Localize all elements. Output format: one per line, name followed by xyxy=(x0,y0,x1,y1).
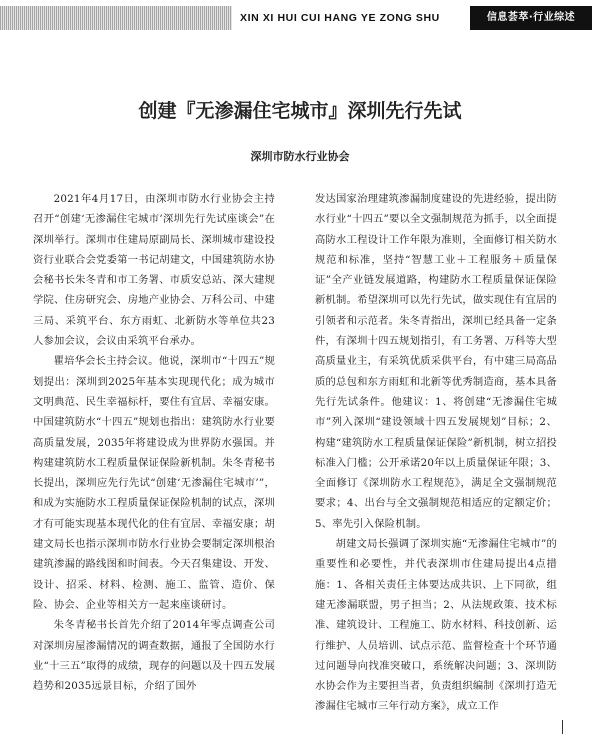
page-header xyxy=(0,6,600,30)
article-title: 创建『无渗漏住宅城市』深圳先行先试 xyxy=(138,100,462,122)
article-author: 深圳市防水行业协会 xyxy=(250,150,350,163)
header-pinyin-title: XIN XI HUI CUI HANG YE ZONG SHU xyxy=(240,12,440,24)
paragraph: 胡建文局长强调了深圳实施“无渗漏住宅城市”的重要性和必要性，并代表深圳市住建局提出4点措施：1、各相关责任主体要达成共识、上下同欲，组建无渗漏联盟，男子担当；2、从法规政策、技术标准、建筑设计、工程施工、防水材料、科技创新、运行维护、人员培训、试点示范、监督检查十个环节通过问题导向找准突破口，系统解决问题；3、深圳防水协会作为主要担当者，负责组织编制《深圳打造无渗漏住宅城市三年行动方案》，成立工作 xyxy=(315,538,557,713)
left-column xyxy=(33,189,275,727)
paragraph: 发达国家治理建筑渗漏制度建设的先进经验，提出防水行业“十四五”要以全文强制规范为抓手，以全面提高防水工程设计工作年限为准则，全面修订相关防水规范和标准，坚持“智慧工业＋工程服务＋质量保证”全产业链发展道路，构建防水工程质量保证保险新机制。希望深圳可以先行先试，做实现住有宜居的引领者和示范者。朱冬青指出，深圳已经具备一定条件，有深圳十四五规划指引，有工务署、万科等大型高质量业主，有采筑优质采供平台，有中建三局高品质的总包和东方雨虹和北新等优秀制造商，基本具备先行先试条件。他建议：1、将创建“无渗漏住宅城市”列入深圳“建设领域十四五发展规划”目标；2、构建“建筑防水工程质量保证保险”新机制，树立招投标准入门槛；公开承诺20年以上质量保证年限；3、全面修订《深圳防水工程规范》，满足全文强制规范要求；4、出台与全文强制规范相适应的定额定价；5、率先引入保险机制。 xyxy=(315,193,557,530)
paragraph: 瞿培华会长主持会议。他说，深圳市“十四五”规划提出：深圳到2025年基本实现现代化；成为城市文明典范、民生幸福标杆，要住有宜居、幸福安康。中国建筑防水“十四五”规划也指出：建筑防水行业要高质量发展，2035年将建设成为世界防水强国。并构建建筑防水工程质量保证保险新机制。朱冬青秘书长提出，深圳应先行先试“创建‘无渗漏住宅城市’”，和成为实施防水工程质量保证保险机制的试点，深圳才有可能实现基本现代化的住有宜居、幸福安康；胡建文局长也指示深圳市防水行业协会要制定深圳根治建筑渗漏的路线图和时间表。今天召集建设、开发、设计、招采、材料、检测、施工、监管、造价、保险、协会、企业等相关方一起来座谈研讨。 xyxy=(33,355,275,611)
header-decorative-pattern xyxy=(0,6,232,30)
header-section-label: 信息荟萃·行业综述 xyxy=(470,6,592,30)
right-column xyxy=(315,189,557,727)
paragraph: 朱冬青秘书长首先介绍了2014年零点调查公司对深圳房屋渗漏情况的调查数据，通报了全国防水行业“十三五”取得的成绩，现存的问题以及十四五发展趋势和2035远景目标，介绍了国外 xyxy=(33,619,275,693)
page-edge-mark xyxy=(562,720,563,734)
paragraph: 2021年4月17日，由深圳市防水行业协会主持召开“创建‘无渗漏住宅城市’深圳先行先试座谈会”在深圳举行。深圳市住建局原副局长、深圳城市建设投资行业联合会党委第一书记胡建文，中国建筑防水协会秘书长朱冬青和市工务署、市质安总站、深大建规学院、住房研究会、房地产业协会、万科公司、中建三局、采筑平台、东方雨虹、北新防水等单位共23人参加会议，会议由采筑平台承办。 xyxy=(33,193,275,348)
